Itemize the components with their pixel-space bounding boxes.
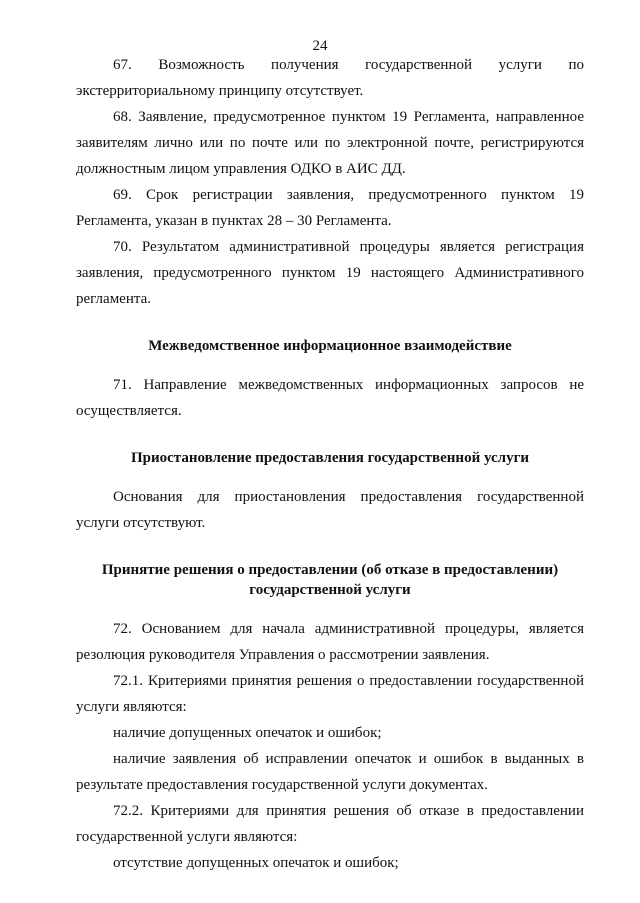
paragraph-suspension-grounds: Основания для приостановления предоставления государственной услуги отсутствуют. xyxy=(76,489,584,531)
list-item-errors-present: наличие допущенных опечаток и ошибок; xyxy=(113,725,382,741)
list-item-correction-request: наличие заявления об исправлении опечаток и ошибок в выданных в результате предоставления государственной услуги документах. xyxy=(76,751,584,793)
section-heading-interagency: Межведомственное информационное взаимодействие xyxy=(148,338,512,354)
section-heading-decision-line-2: государственной услуги xyxy=(249,582,411,598)
section-heading-decision-line-1: Принятие решения о предоставлении (об отказе в предоставлении) xyxy=(101,562,559,578)
paragraph-69: 69. Срок регистрации заявления, предусмотренного пунктом 19 Регламента, указан в пунктах 28 – 30 Регламента. xyxy=(76,187,584,229)
document-body xyxy=(76,52,584,876)
section-heading-suspension: Приостановление предоставления государственной услуги xyxy=(130,450,530,466)
page-number: 24 xyxy=(312,38,328,54)
list-item-errors-absent: отсутствие допущенных опечаток и ошибок; xyxy=(113,855,399,871)
paragraph-72: 72. Основанием для начала административной процедуры, является резолюция руководителя Управления о рассмотрении заявления. xyxy=(76,621,584,663)
section-heading-decision xyxy=(76,560,584,600)
paragraph-72-1: 72.1. Критериями принятия решения о предоставлении государственной услуги являются: xyxy=(76,673,584,715)
paragraph-70: 70. Результатом административной процедуры является регистрация заявления, предусмотренного пунктом 19 настоящего Административного регламента. xyxy=(76,239,584,307)
paragraph-68: 68. Заявление, предусмотренное пунктом 19 Регламента, направленное заявителям лично или по почте или по электронной почте, регистрируются должностным лицом управления ОДКО в АИС ДД. xyxy=(76,109,584,177)
paragraph-71: 71. Направление межведомственных информационных запросов не осуществляется. xyxy=(76,377,584,419)
paragraph-72-2: 72.2. Критериями для принятия решения об отказе в предоставлении государственной услуги являются: xyxy=(76,803,584,845)
paragraph-67: 67. Возможность получения государственной услуги по экстерриториальному принципу отсутствует. xyxy=(76,57,584,99)
